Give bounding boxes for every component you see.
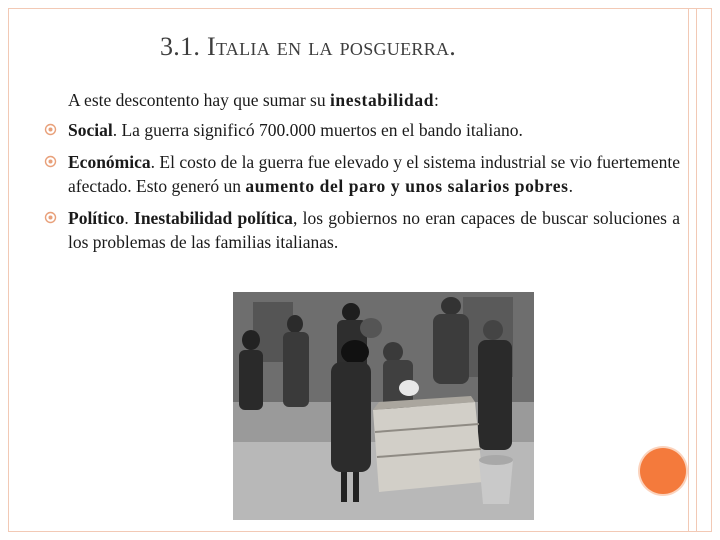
bullet-bold-phrase: aumento del paro y unos salarios pobres (245, 176, 569, 196)
intro-text (68, 88, 680, 112)
bullet-text-end: , los gobiernos no eran capaces de buscar soluciones a los problemas de las familias italianas. (68, 208, 680, 252)
bullet-bold: Social (68, 120, 113, 140)
historical-photo (233, 292, 534, 520)
intro-prefix: A este descontento hay que sumar su (68, 90, 330, 110)
bullet-bold: Político (68, 208, 125, 228)
slide-title: 3.1. Italia en la posguerra. (160, 32, 457, 61)
bullet-text: . La guerra significó 700.000 muertos en el bando italiano. (112, 120, 523, 140)
orange-circle-icon (640, 448, 686, 494)
circle-bullet-icon (44, 155, 57, 168)
circle-bullet-icon (44, 123, 57, 136)
intro-bold: inestabilidad (329, 90, 435, 110)
bullet-list (44, 118, 680, 262)
bullet-text: . El costo de la guerra fue elevado y el sistema industrial se vio fuertemente afectado. Esto generó un (68, 152, 680, 196)
intro-suffix: : (434, 90, 439, 110)
bullet-item-economica (44, 150, 680, 198)
bullet-item-social (44, 118, 680, 142)
photo-illustration (233, 292, 534, 520)
slide-frame-line (696, 8, 697, 532)
circle-bullet-icon (44, 211, 57, 224)
bullet-text: . (124, 208, 135, 228)
bullet-text-end: . (568, 176, 573, 196)
slide-frame-line (688, 8, 689, 532)
bullet-bold: Económica (68, 152, 151, 172)
bullet-item-politico (44, 206, 680, 254)
bullet-bold-phrase: Inestabilidad política (134, 208, 293, 228)
